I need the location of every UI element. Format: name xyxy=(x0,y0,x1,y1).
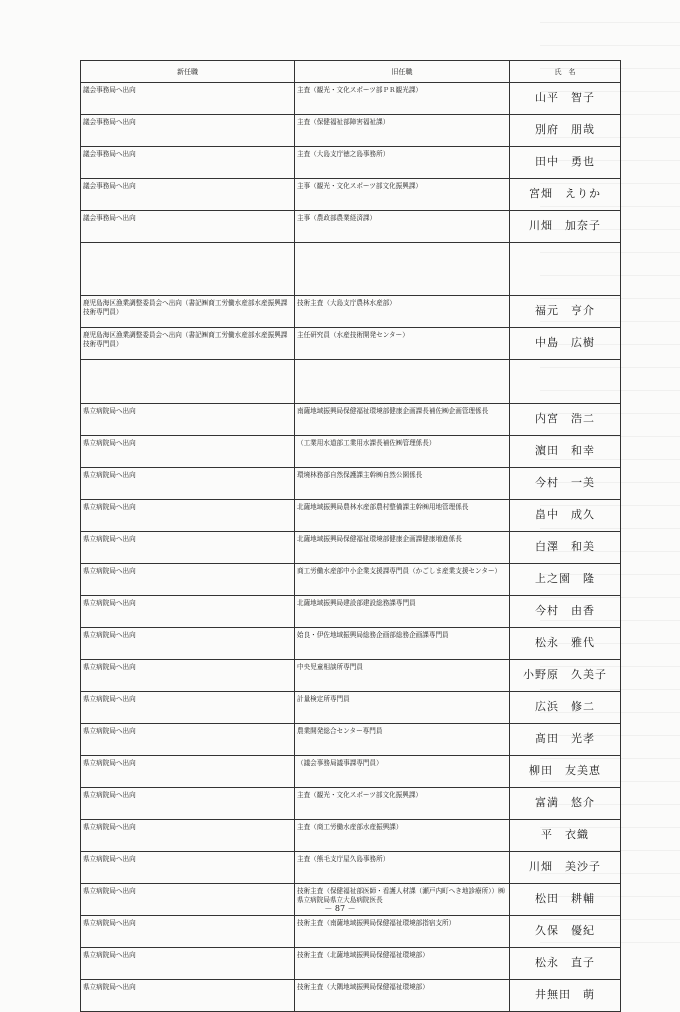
cell-old-post: 主査（商工労働水産部水産振興課） xyxy=(295,820,510,852)
table-row xyxy=(81,436,621,468)
table-row xyxy=(81,692,621,724)
cell-old-post: 主事（農政部農業経済課） xyxy=(295,211,510,243)
cell-new-post: 県立病院局へ出向 xyxy=(81,468,295,500)
cell-old-post: 北薩地域振興局農林水産部農村整備課主幹㈱用地管理係長 xyxy=(295,500,510,532)
cell-old-post: （工業用水道部工業用水課長補佐㈱管理係長） xyxy=(295,436,510,468)
cell-new-post: 県立病院局へ出向 xyxy=(81,628,295,660)
cell-name: 内宮 浩二 xyxy=(510,404,621,436)
cell-new-post: 議会事務局へ出向 xyxy=(81,179,295,211)
cell-name: 上之園 隆 xyxy=(510,564,621,596)
cell-new-post: 県立病院局へ出向 xyxy=(81,660,295,692)
table-row xyxy=(81,628,621,660)
cell-new-post: 県立病院局へ出向 xyxy=(81,980,295,1012)
table-row xyxy=(81,532,621,564)
table-row xyxy=(81,115,621,147)
cell-old-post: 姶良・伊佐地域振興局総務企画部総務企画課専門員 xyxy=(295,628,510,660)
cell-name: 田中 勇也 xyxy=(510,147,621,179)
cell-name: 山平 智子 xyxy=(510,83,621,115)
cell-new-post: 議会事務局へ出向 xyxy=(81,211,295,243)
cell-name: 川畑 加奈子 xyxy=(510,211,621,243)
cell-name: 小野原 久美子 xyxy=(510,660,621,692)
table-row xyxy=(81,660,621,692)
cell-new-post: 県立病院局へ出向 xyxy=(81,820,295,852)
cell-name: 福元 亨介 xyxy=(510,296,621,328)
cell-new-post: 県立病院局へ出向 xyxy=(81,916,295,948)
cell-new-post: 県立病院局へ出向 xyxy=(81,884,295,916)
personnel-table xyxy=(80,60,621,1012)
cell-name: 別府 朋哉 xyxy=(510,115,621,147)
cell-old-post: 技術主査（大島支庁農林水産部） xyxy=(295,296,510,328)
cell-old-post: 環境林務部自然保護課主幹㈱自然公園係長 xyxy=(295,468,510,500)
spacer-row xyxy=(81,243,621,296)
cell-old-post: （議会事務局議事課専門員） xyxy=(295,756,510,788)
table-row xyxy=(81,500,621,532)
cell-new-post: 鹿児島海区漁業調整委員会へ出向（書記㈱商工労働水産部水産振興課技術専門員） xyxy=(81,328,295,360)
cell-new-post: 県立病院局へ出向 xyxy=(81,532,295,564)
page-number: － 87 － xyxy=(324,904,356,913)
cell-new-post: 議会事務局へ出向 xyxy=(81,115,295,147)
table-row xyxy=(81,83,621,115)
cell-old-post: 農業開発総合センター専門員 xyxy=(295,724,510,756)
cell-old-post: 主査（観光・文化スポーツ部文化振興課） xyxy=(295,788,510,820)
header-name: 氏 名 xyxy=(510,61,621,83)
table-row xyxy=(81,468,621,500)
cell-name: 平 衣織 xyxy=(510,820,621,852)
table-row xyxy=(81,211,621,243)
table-header-row xyxy=(81,61,621,83)
table-row xyxy=(81,179,621,211)
cell-old-post: 計量検定所専門員 xyxy=(295,692,510,724)
cell-name: 畠中 成久 xyxy=(510,500,621,532)
cell-old-post: 技術主査（北薩地域振興局保健福祉環境部） xyxy=(295,948,510,980)
spacer-row xyxy=(81,360,621,404)
cell-name: 川畑 美沙子 xyxy=(510,852,621,884)
header-old-post: 旧任職 xyxy=(295,61,510,83)
table-row xyxy=(81,404,621,436)
table-row xyxy=(81,948,621,980)
table-row xyxy=(81,564,621,596)
cell-new-post: 県立病院局へ出向 xyxy=(81,852,295,884)
cell-name: 髙田 光孝 xyxy=(510,724,621,756)
table-row xyxy=(81,724,621,756)
cell-old-post: 北薩地域振興局保健福祉環境部健康企画課健康増進係長 xyxy=(295,532,510,564)
cell-new-post: 議会事務局へ出向 xyxy=(81,147,295,179)
cell-new-post: 鹿児島海区漁業調整委員会へ出向（書記㈱商工労働水産部水産振興課技術専門員） xyxy=(81,296,295,328)
table-row xyxy=(81,788,621,820)
cell-name: 広浜 修二 xyxy=(510,692,621,724)
cell-name: 柳田 友美恵 xyxy=(510,756,621,788)
cell-old-post: 技術主査（南薩地域振興局保健福祉環境部指宿支所） xyxy=(295,916,510,948)
table-row xyxy=(81,756,621,788)
cell-new-post: 県立病院局へ出向 xyxy=(81,948,295,980)
cell-name: 松永 直子 xyxy=(510,948,621,980)
table-row xyxy=(81,328,621,360)
cell-name: 今村 一美 xyxy=(510,468,621,500)
cell-old-post: 技術主査（保健福祉部医師・看護人材課（瀬戸内町へき地診療所））㈱県立病院局県立大島病院医長 xyxy=(295,884,510,916)
cell-name: 今村 由香 xyxy=(510,596,621,628)
cell-new-post: 県立病院局へ出向 xyxy=(81,596,295,628)
cell-new-post: 県立病院局へ出向 xyxy=(81,500,295,532)
cell-new-post: 県立病院局へ出向 xyxy=(81,404,295,436)
cell-new-post: 議会事務局へ出向 xyxy=(81,83,295,115)
cell-name: 松永 雅代 xyxy=(510,628,621,660)
cell-new-post: 県立病院局へ出向 xyxy=(81,564,295,596)
header-new-post: 新任職 xyxy=(81,61,295,83)
cell-old-post: 北薩地域振興局建設部建設総務課専門員 xyxy=(295,596,510,628)
table-row xyxy=(81,147,621,179)
cell-new-post: 県立病院局へ出向 xyxy=(81,724,295,756)
cell-new-post: 県立病院局へ出向 xyxy=(81,788,295,820)
cell-old-post: 主任研究員（水産技術開発センター） xyxy=(295,328,510,360)
cell-old-post: 商工労働水産部中小企業支援課専門員（かごしま産業支援センター） xyxy=(295,564,510,596)
cell-name: 中島 広樹 xyxy=(510,328,621,360)
table-row xyxy=(81,916,621,948)
cell-name: 久保 優紀 xyxy=(510,916,621,948)
table-row xyxy=(81,296,621,328)
cell-old-post: 主査（熊毛支庁屋久島事務所） xyxy=(295,852,510,884)
cell-new-post: 県立病院局へ出向 xyxy=(81,756,295,788)
cell-new-post: 県立病院局へ出向 xyxy=(81,436,295,468)
cell-new-post: 県立病院局へ出向 xyxy=(81,692,295,724)
cell-old-post: 中央児童相談所専門員 xyxy=(295,660,510,692)
cell-name: 富満 悠介 xyxy=(510,788,621,820)
cell-old-post: 技術主査（大隅地域振興局保健福祉環境部） xyxy=(295,980,510,1012)
cell-old-post: 主査（保健福祉部障害福祉課） xyxy=(295,115,510,147)
table-row xyxy=(81,596,621,628)
cell-old-post: 主査（観光・文化スポーツ部ＰＲ観光課） xyxy=(295,83,510,115)
cell-name: 濵田 和幸 xyxy=(510,436,621,468)
table-row xyxy=(81,820,621,852)
cell-name: 松田 耕輔 xyxy=(510,884,621,916)
cell-old-post: 主査（大島支庁徳之島事務所） xyxy=(295,147,510,179)
cell-name: 白澤 和美 xyxy=(510,532,621,564)
cell-old-post: 南薩地域振興局保健福祉環境部健康企画課長補佐㈱企画管理係長 xyxy=(295,404,510,436)
table-row xyxy=(81,852,621,884)
cell-name: 井無田 萌 xyxy=(510,980,621,1012)
table-row xyxy=(81,980,621,1012)
cell-name: 宮畑 えりか xyxy=(510,179,621,211)
cell-old-post: 主事（観光・文化スポーツ部文化振興課） xyxy=(295,179,510,211)
